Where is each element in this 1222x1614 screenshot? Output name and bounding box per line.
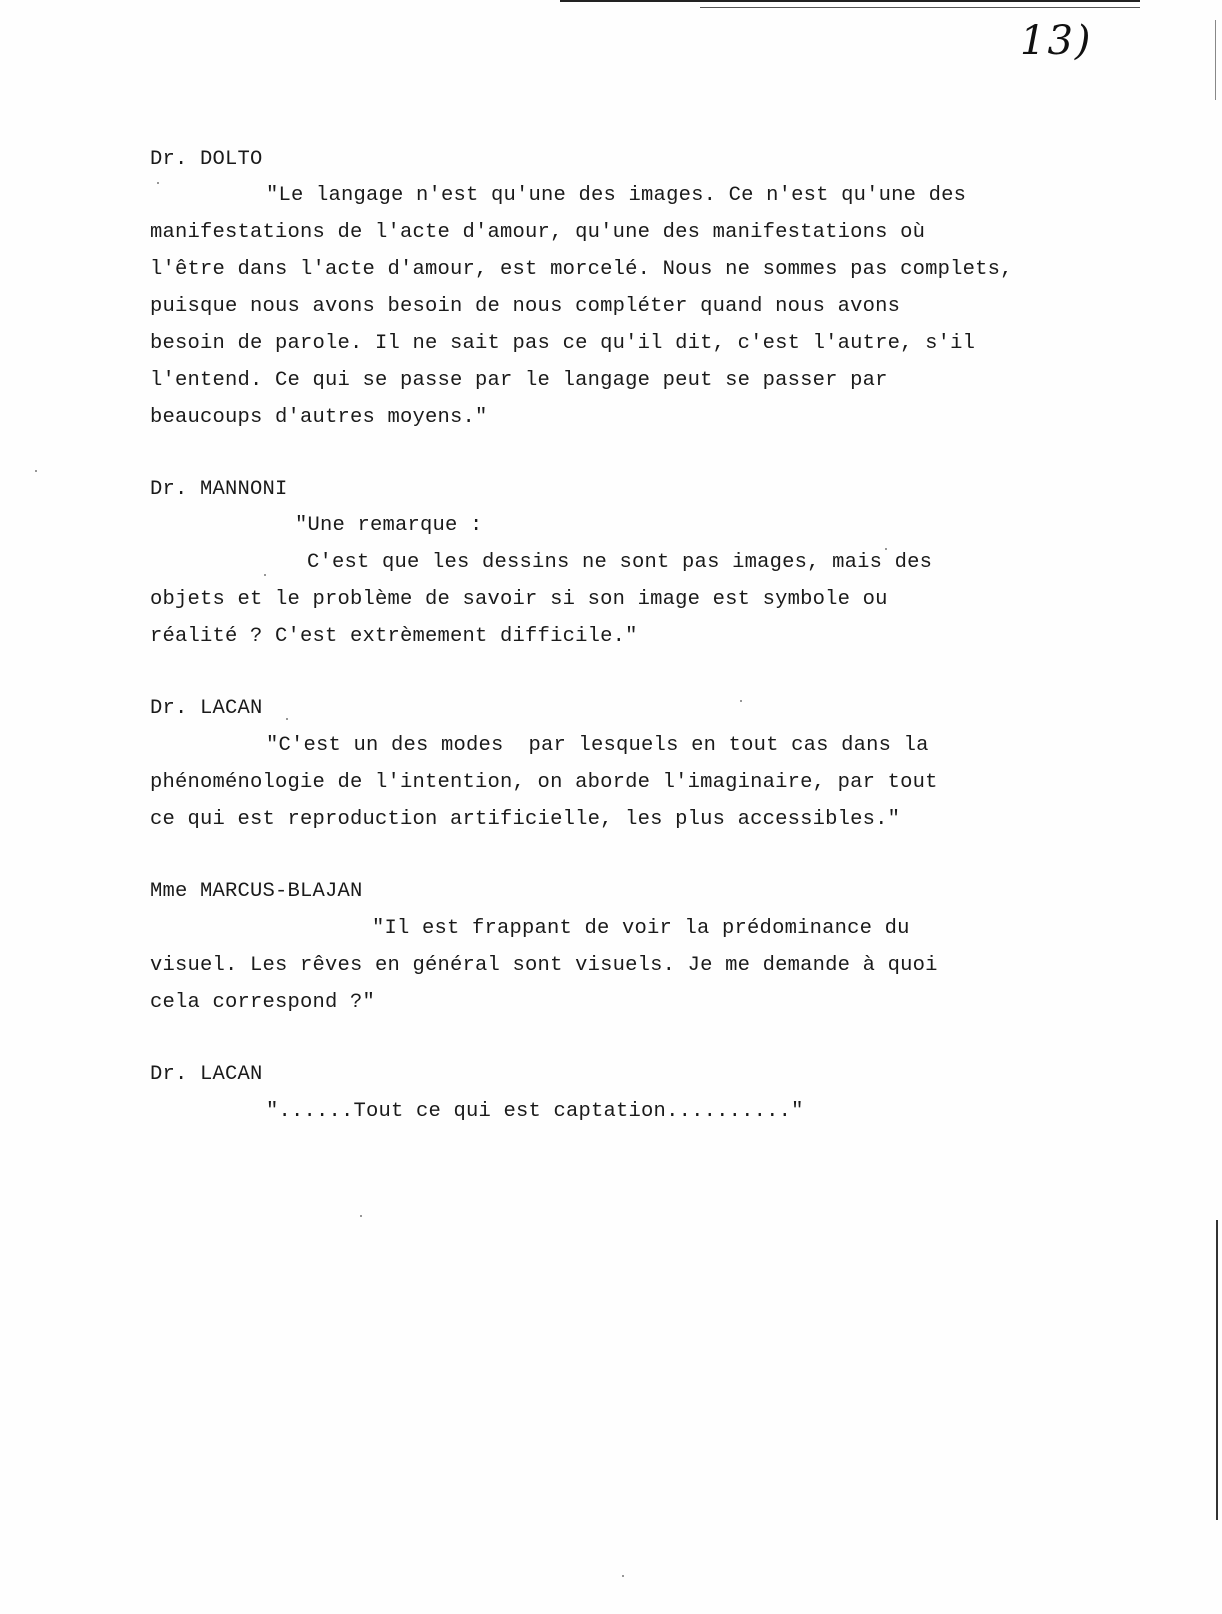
- scan-speck: [360, 1215, 362, 1217]
- text-line: visuel. Les rêves en général sont visuels. Je me demande à quoi: [150, 954, 938, 977]
- text-line: beaucoups d'autres moyens.": [150, 406, 488, 429]
- scan-speck: [885, 548, 887, 550]
- text-line: "C'est un des modes par lesquels en tout cas dans la: [266, 734, 929, 757]
- speaker-name: Dr. MANNONI: [150, 478, 288, 501]
- top-edge-rule-secondary: [700, 7, 1140, 8]
- text-line: l'être dans l'acte d'amour, est morcelé. Nous ne sommes pas complets,: [150, 258, 1013, 281]
- scan-speck: [35, 470, 37, 472]
- text-line: besoin de parole. Il ne sait pas ce qu'il dit, c'est l'autre, s'il: [150, 332, 976, 355]
- scan-speck: [740, 700, 742, 702]
- speaker-name: Dr. LACAN: [150, 1063, 263, 1086]
- text-line: l'entend. Ce qui se passe par le langage peut se passer par: [150, 369, 888, 392]
- right-edge-mark: [1216, 1220, 1218, 1520]
- text-line: "......Tout ce qui est captation..........": [266, 1100, 804, 1123]
- text-line: "Une remarque :: [295, 514, 483, 537]
- text-line: cela correspond ?": [150, 991, 376, 1014]
- scan-speck: [622, 1575, 624, 1577]
- text-line: objets et le problème de savoir si son image est symbole ou: [150, 588, 888, 611]
- text-line: manifestations de l'acte d'amour, qu'une des manifestations où: [150, 221, 926, 244]
- scan-speck: [157, 182, 159, 184]
- text-line: réalité ? C'est extrèmement difficile.": [150, 625, 638, 648]
- scan-speck: [286, 718, 288, 720]
- scan-speck: [264, 574, 266, 576]
- right-edge-mark-upper: [1215, 20, 1216, 100]
- top-edge-rule: [560, 0, 1140, 2]
- text-line: "Il est frappant de voir la prédominance du: [372, 917, 910, 940]
- speaker-name: Dr. DOLTO: [150, 148, 263, 171]
- text-line: ce qui est reproduction artificielle, les plus accessibles.": [150, 808, 901, 831]
- handwritten-page-number: 13): [1020, 18, 1093, 64]
- speaker-name: Dr. LACAN: [150, 697, 263, 720]
- text-line: phénoménologie de l'intention, on aborde l'imaginaire, par tout: [150, 771, 938, 794]
- text-line: puisque nous avons besoin de nous compléter quand nous avons: [150, 295, 901, 318]
- text-line: C'est que les dessins ne sont pas images, mais des: [307, 551, 933, 574]
- text-line: "Le langage n'est qu'une des images. Ce n'est qu'une des: [266, 184, 967, 207]
- speaker-name: Mme MARCUS-BLAJAN: [150, 880, 363, 903]
